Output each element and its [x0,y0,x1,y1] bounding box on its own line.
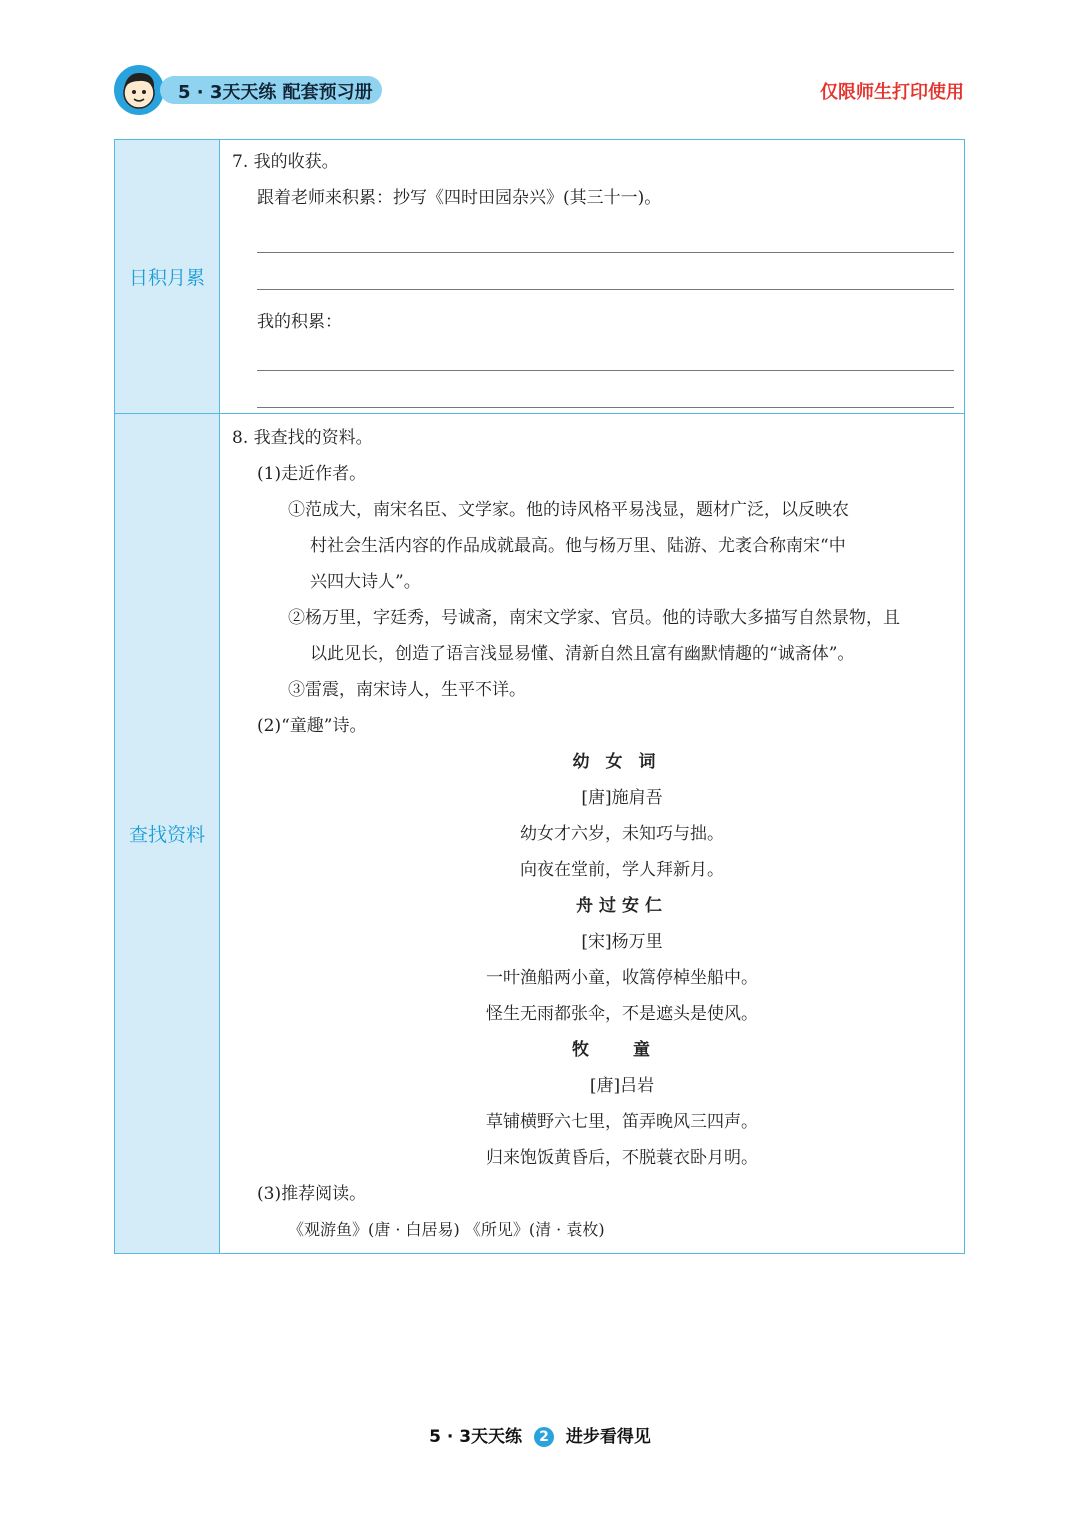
poem-line: 草铺横野六七里，笛弄晚风三四声。 [486,1112,758,1132]
subheading-poems: (2)“童趣”诗。 [257,716,367,736]
writing-line[interactable] [257,216,954,253]
my-accumulation-label: 我的积累： [257,312,342,332]
author-lei: ③雷震，南宋诗人，生平不详。 [288,680,526,700]
page-footer [0,1422,1080,1447]
section-label-research: 查找资料 [115,414,220,1254]
copy-instruction: 跟着老师来积累：抄写《四时田园杂兴》(其三十一)。 [257,188,662,208]
page-header [0,0,1080,135]
subheading-authors: (1)走近作者。 [257,464,367,484]
restriction-note: 仅限师生打印使用 [820,82,964,103]
series-badge [160,76,382,104]
mascot-icon [113,64,165,116]
footer-series: 5 · 3天天练 [429,1427,523,1447]
writing-line[interactable] [257,340,954,371]
author-fan-line2: 村社会生活内容的作品成就最高。他与杨万里、陆游、尤袤合称南宋“中 [310,536,846,556]
section-accumulate-body [220,140,965,414]
author-fan-line1: ①范成大，南宋名臣、文学家。他的诗风格平易浅显，题材广泛，以反映农 [288,500,849,520]
poem-author: [唐]吕岩 [589,1076,655,1096]
recommended-reading: 《观游鱼》(唐 · 白居易) 《所见》(清 · 袁枚) [288,1220,605,1239]
poem-title: 牧童 [572,1040,694,1060]
author-yang-line1: ②杨万里，字廷秀，号诚斋，南宋文学家、官员。他的诗歌大多描写自然景物，且 [288,608,900,628]
poem-line: 幼女才六岁，未知巧与拙。 [520,824,724,844]
question-7-title: 7. 我的收获。 [232,152,339,172]
worksheet-table [114,139,965,1254]
poem-title: 舟过安仁 [576,896,668,916]
section-label-accumulate: 日积月累 [115,140,220,414]
subheading-recommend: (3)推荐阅读。 [257,1184,367,1204]
poem-line: 向夜在堂前，学人拜新月。 [520,860,724,880]
poem-author: [宋]杨万里 [581,932,663,952]
poem-line: 归来饱饭黄昏后，不脱蓑衣卧月明。 [486,1148,758,1168]
author-fan-line3: 兴四大诗人”。 [310,572,421,592]
question-8-title: 8. 我查找的资料。 [232,428,373,448]
footer-slogan: 进步看得见 [565,1427,651,1447]
writing-line[interactable] [257,371,954,408]
writing-line[interactable] [257,253,954,290]
poem-author: [唐]施肩吾 [581,788,663,808]
series-title: 5 · 3天天练 配套预习册 [178,82,373,103]
poem-line: 怪生无雨都张伞，不是遮头是使风。 [486,1004,758,1024]
poem-title: 幼女词 [572,752,672,772]
author-yang-line2: 以此见长，创造了语言浅显易懂、清新自然且富有幽默情趣的“诚斋体”。 [310,644,855,664]
section-research-body [220,414,965,1254]
poem-line: 一叶渔船两小童，收篙停棹坐船中。 [486,968,758,988]
page-number-badge: 2 [534,1427,554,1447]
